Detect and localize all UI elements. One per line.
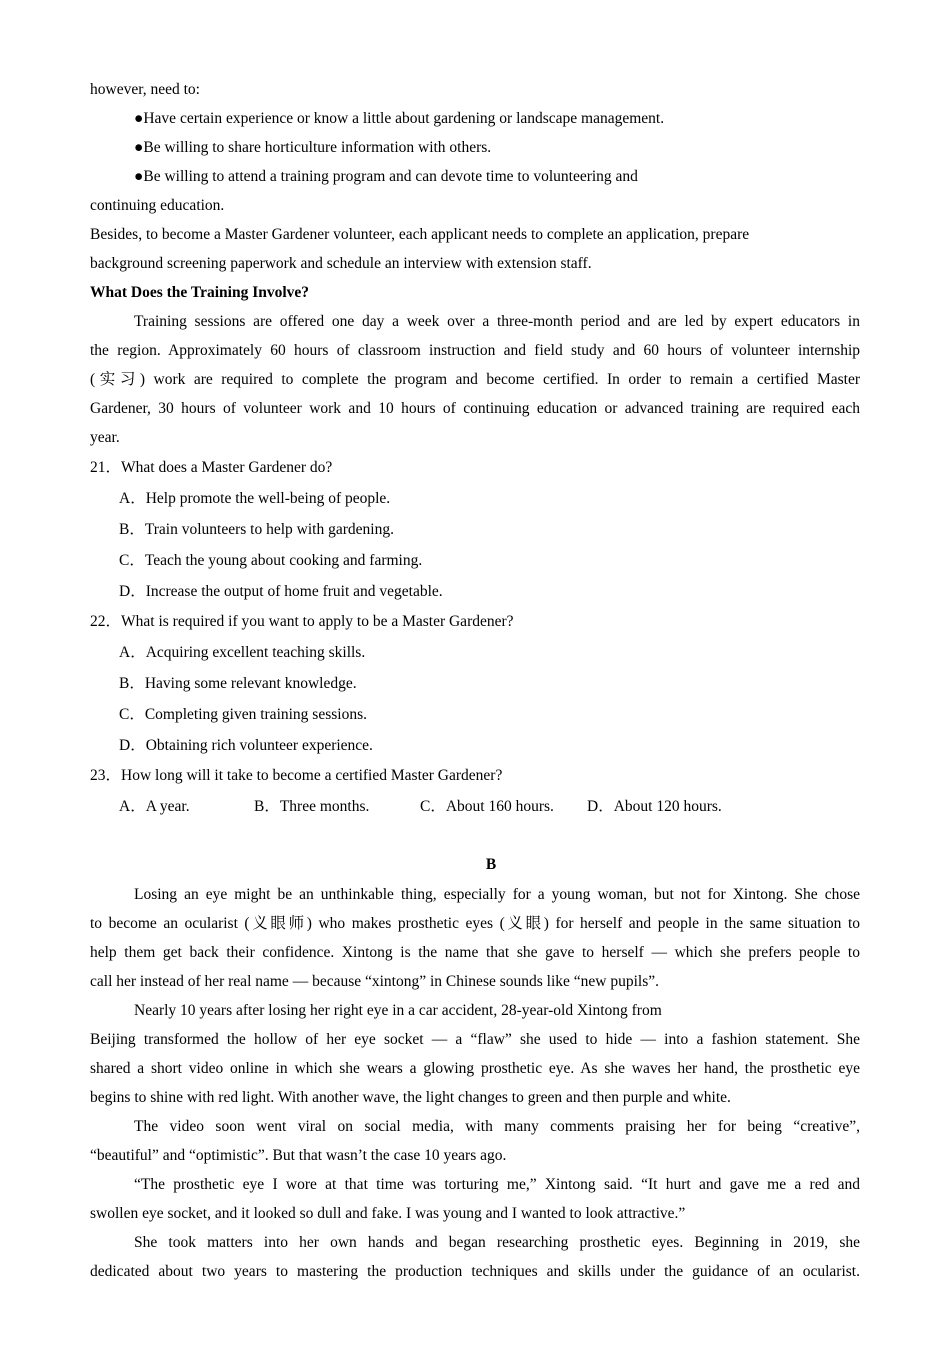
training-line: year. (90, 429, 120, 446)
passage-b-line: “beautiful” and “optimistic”. But that wasn’t the case 10 years ago. (90, 1147, 507, 1164)
besides-line: Besides, to become a Master Gardener volunteer, each applicant needs to complete an application, prepare (90, 226, 750, 243)
question-21-stem: 21．What does a Master Gardener do? (90, 459, 333, 476)
question-23-option-a: A．A year. (119, 798, 190, 815)
passage-b-line: She took matters into her own hands and began researching prosthetic eyes. Beginning in 2019, she (134, 1234, 860, 1251)
requirement-continuation: continuing education. (90, 197, 225, 214)
passage-b-line: The video soon went viral on social media, with many comments praising her for being “creative”, (134, 1118, 860, 1135)
passage-b-line: dedicated about two years to mastering the production techniques and skills under the guidance of an ocularist. (90, 1263, 860, 1280)
question-22-option-d: D．Obtaining rich volunteer experience. (119, 737, 373, 754)
passage-b-line: Beijing transformed the hollow of her eye socket — a “flaw” she used to hide — into a fashion statement. She (90, 1031, 860, 1048)
intro-tail: however, need to: (90, 81, 200, 98)
requirement-item: ●Be willing to share horticulture information with others. (134, 139, 492, 156)
training-line: Training sessions are offered one day a week over a three-month period and are led by expert educators in (134, 313, 860, 330)
question-22-option-c: C．Completing given training sessions. (119, 706, 367, 723)
question-23-stem: 23．How long will it take to become a certified Master Gardener? (90, 767, 503, 784)
question-21-option-b: B．Train volunteers to help with gardening. (119, 521, 394, 538)
question-22-option-a: A．Acquiring excellent teaching skills. (119, 644, 366, 661)
question-22-option-b: B．Having some relevant knowledge. (119, 675, 357, 692)
requirement-item: ●Be willing to attend a training program and can devote time to volunteering and (134, 168, 638, 185)
question-21-option-d: D．Increase the output of home fruit and vegetable. (119, 583, 443, 600)
passage-b-line: swollen eye socket, and it looked so dull and fake. I was young and I wanted to look attractive.” (90, 1205, 686, 1222)
passage-b-line: shared a short video online in which she wears a glowing prosthetic eye. As she waves her hand, the prosthetic eye (90, 1060, 860, 1077)
passage-b-line: Nearly 10 years after losing her right eye in a car accident, 28-year-old Xintong from (134, 1002, 662, 1019)
passage-b-line: “The prosthetic eye I wore at that time was torturing me,” Xintong said. “It hurt and gave me a red and (134, 1176, 860, 1193)
question-23-option-b: B．Three months. (254, 798, 370, 815)
training-line: Gardener, 30 hours of volunteer work and 10 hours of continuing education or advanced training are required each (90, 400, 860, 417)
training-line: the region. Approximately 60 hours of classroom instruction and field study and 60 hours of volunteer internship (90, 342, 860, 359)
passage-b-line: Losing an eye might be an unthinkable thing, especially for a young woman, but not for Xintong. She chose (134, 886, 860, 903)
question-23-option-d: D．About 120 hours. (587, 798, 722, 815)
besides-line: background screening paperwork and schedule an interview with extension staff. (90, 255, 592, 272)
passage-b-line: call her instead of her real name — because “xintong” in Chinese sounds like “new pupils”. (90, 973, 660, 990)
question-21-option-a: A．Help promote the well-being of people. (119, 490, 391, 507)
passage-b-heading: B (485, 856, 497, 873)
question-22-stem: 22．What is required if you want to apply to be a Master Gardener? (90, 613, 514, 630)
question-21-option-c: C．Teach the young about cooking and farming. (119, 552, 423, 569)
passage-b-line: to become an ocularist (义眼师) who makes prosthetic eyes (义眼) for herself and people in the same situation to (90, 915, 860, 932)
training-line: (实习) work are required to complete the program and become certified. In order to remain a certified Master (90, 371, 860, 388)
passage-b-line: begins to shine with red light. With another wave, the light changes to green and then purple and white. (90, 1089, 731, 1106)
training-heading: What Does the Training Involve? (90, 284, 310, 301)
question-23-option-c: C．About 160 hours. (420, 798, 554, 815)
passage-b-line: help them get back their confidence. Xintong is the name that she gave to herself — which she prefers people to (90, 944, 860, 961)
requirement-item: ●Have certain experience or know a little about gardening or landscape management. (134, 110, 665, 127)
